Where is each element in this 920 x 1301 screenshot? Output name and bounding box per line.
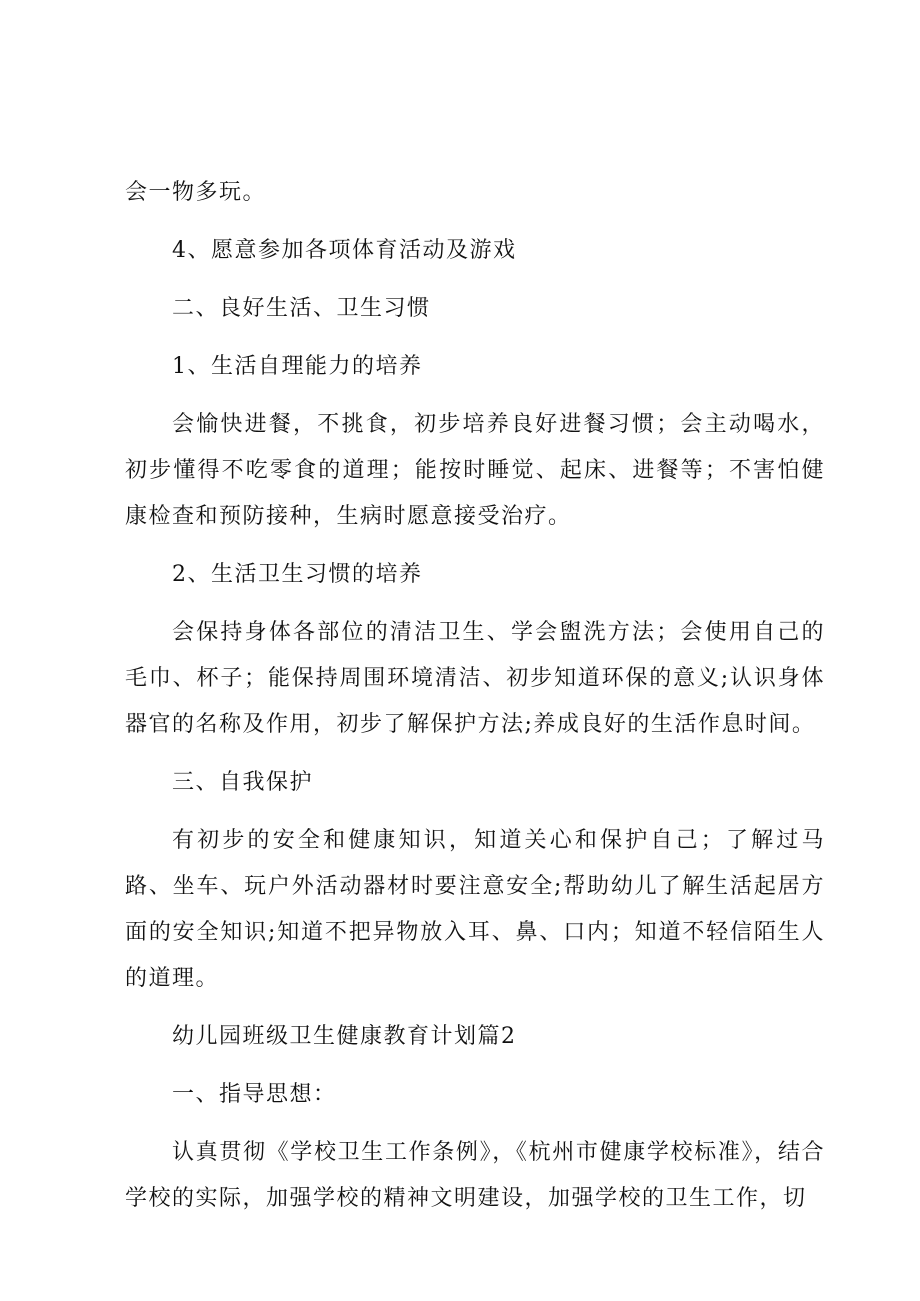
document-body <box>125 170 825 1222</box>
list-item-4: 4、愿意参加各项体育活动及游戏 <box>172 238 517 263</box>
paragraph-self-care: 会愉快进餐，不挑食，初步培养良好进餐习惯；会主动喝水，初步懂得不吃零食的道理；能按时睡觉、起床、进餐等；不害怕健康检查和预防接种，生病时愿意接受治疗。 <box>125 412 825 529</box>
document-title-part-2: 幼儿园班级卫生健康教育计划篇2 <box>172 1024 517 1049</box>
subheading-hygiene-habits: 2、生活卫生习惯的培养 <box>172 562 423 587</box>
section-heading-guiding-idea: 一、指导思想： <box>172 1082 337 1107</box>
paragraph-guiding-idea: 认真贯彻《学校卫生工作条例》，《杭州市健康学校标准》，结合学校的实际，加强学校的精神文明建设，加强学校的卫生工作，切 <box>125 1140 825 1211</box>
paragraph-continuation: 会一物多玩。 <box>125 180 267 205</box>
section-heading-2: 二、良好生活、卫生习惯 <box>172 296 431 321</box>
section-heading-3: 三、自我保护 <box>172 770 314 795</box>
subheading-self-care: 1、生活自理能力的培养 <box>172 354 423 379</box>
paragraph-hygiene-habits: 会保持身体各部位的清洁卫生、学会盥洗方法；会使用自己的毛巾、杯子；能保持周围环境清洁、初步知道环保的意义;认识身体器官的名称及作用，初步了解保护方法;养成良好的生活作息时间。 <box>125 620 825 737</box>
paragraph-self-protection: 有初步的安全和健康知识，知道关心和保护自己；了解过马路、坐车、玩户外活动器材时要注意安全;帮助幼儿了解生活起居方面的安全知识;知道不把异物放入耳、鼻、口内；知道不轻信陌生人的道理。 <box>125 828 825 991</box>
